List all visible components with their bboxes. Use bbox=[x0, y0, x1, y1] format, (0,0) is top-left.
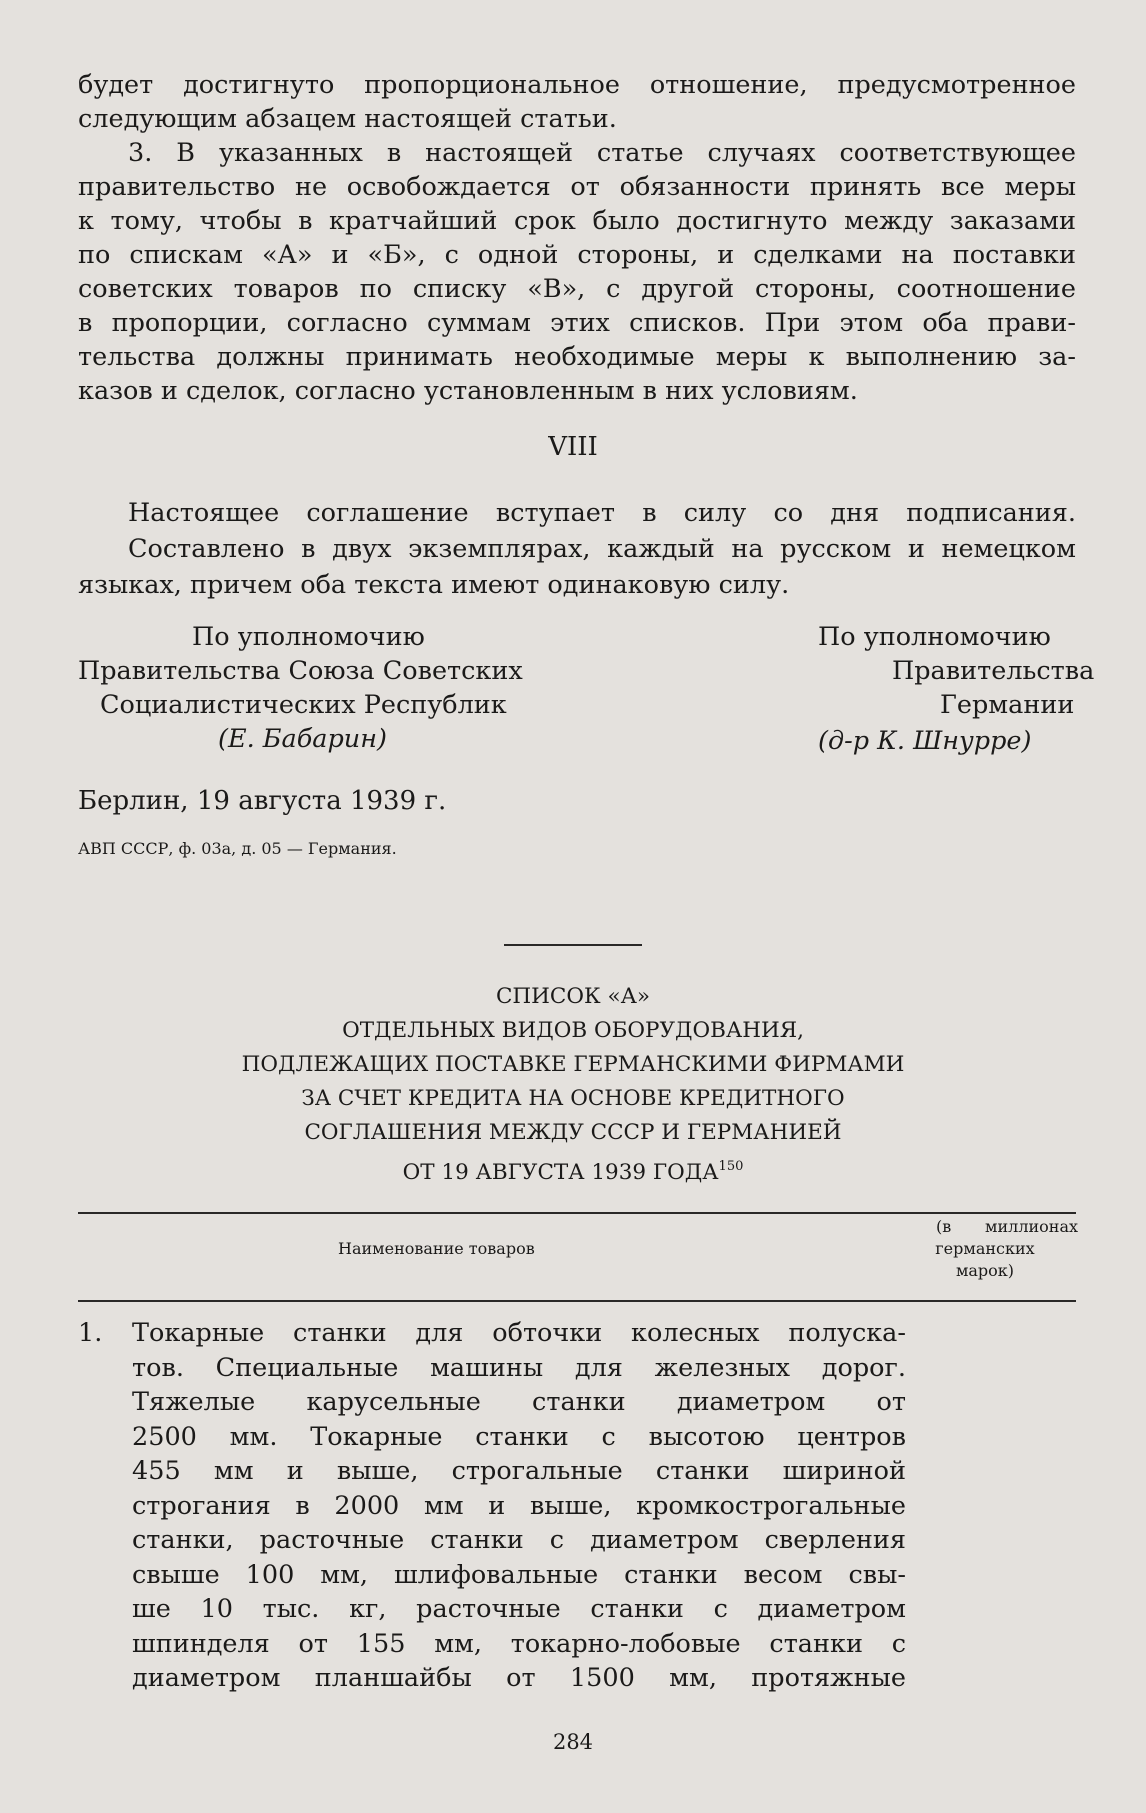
signature-left-signer: (Е. Бабарин) bbox=[218, 724, 387, 754]
col-header-amount: германских bbox=[935, 1239, 1035, 1258]
para3-line: к тому, чтобы в кратчайший срок было достигнуто между заказами bbox=[78, 206, 1076, 236]
item-number: 1. bbox=[78, 1318, 103, 1348]
para3-line: 3. В указанных в настоящей статье случаях соответствующее bbox=[128, 138, 1076, 168]
item-line: Токарные станки для обточки колесных полуска- bbox=[132, 1318, 906, 1348]
item-line: свыше 100 мм, шлифовальные станки весом свы- bbox=[132, 1559, 906, 1590]
para3-line: казов и сделок, согласно установленным в них условиям. bbox=[78, 376, 858, 406]
list-subtitle-line: ОТДЕЛЬНЫХ ВИДОВ ОБОРУДОВАНИЯ, bbox=[342, 1018, 804, 1043]
intro-line: следующим абзацем настоящей статьи. bbox=[78, 104, 617, 134]
item-line: Тяжелые карусельные станки диаметром от bbox=[132, 1387, 906, 1417]
col-header-goods: Наименование товаров bbox=[338, 1239, 535, 1258]
table-top-rule bbox=[78, 1212, 1076, 1214]
entry-line: Составлено в двух экземплярах, каждый на русском и немецком bbox=[128, 534, 1076, 564]
list-subtitle-line: ОТ 19 АВГУСТА 1939 ГОДА bbox=[402, 1160, 719, 1185]
divider bbox=[504, 944, 642, 946]
list-title: СПИСОК «А» bbox=[495, 984, 651, 1009]
place-date: Берлин, 19 августа 1939 г. bbox=[78, 786, 447, 816]
item-line: тов. Специальные машины для железных дорог. bbox=[132, 1352, 906, 1383]
footnote-ref: 150 bbox=[718, 1159, 744, 1174]
list-subtitle-line: ПОДЛЕЖАЩИХ ПОСТАВКЕ ГЕРМАНСКИМИ ФИРМАМИ bbox=[241, 1052, 905, 1077]
entry-line: Настоящее соглашение вступает в силу со дня подписания. bbox=[128, 498, 1076, 528]
archive-reference: АВП СССР, ф. 03а, д. 05 — Германия. bbox=[78, 839, 397, 858]
signature-left-line3: Социалистических Республик bbox=[100, 690, 507, 720]
page-number: 284 bbox=[552, 1730, 594, 1754]
para3-line: в пропорции, согласно суммам этих списков. При этом оба прави- bbox=[78, 308, 1076, 338]
list-subtitle-last bbox=[0, 1152, 1146, 1188]
item-line: строгания в 2000 мм и выше, кромкострогальные bbox=[132, 1490, 906, 1521]
col-header-amount: (в миллионах bbox=[936, 1217, 1078, 1236]
item-line: станки, расточные станки с диаметром сверления bbox=[132, 1525, 906, 1555]
signature-left-line2: Правительства Союза Советских bbox=[78, 656, 523, 686]
signature-right-line1: По уполномочию bbox=[818, 622, 1051, 652]
table-header-rule bbox=[78, 1300, 1076, 1302]
item-line: диаметром планшайбы от 1500 мм, протяжные bbox=[132, 1663, 906, 1693]
item-line: 2500 мм. Токарные станки с высотою центров bbox=[132, 1421, 906, 1452]
para3-line: правительство не освобождается от обязанности принять все меры bbox=[78, 172, 1076, 202]
col-header-amount: марок) bbox=[955, 1261, 1015, 1280]
section-number: VIII bbox=[548, 432, 598, 462]
list-subtitle-line: СОГЛАШЕНИЯ МЕЖДУ СССР И ГЕРМАНИЕЙ bbox=[304, 1120, 842, 1145]
signature-left-line1: По уполномочию bbox=[192, 622, 425, 652]
signature-right-line2: Правительства bbox=[892, 656, 1095, 686]
para3-line: тельства должны принимать необходимые меры к выполнению за- bbox=[78, 342, 1076, 372]
signature-right-signer: (д-р К. Шнурре) bbox=[818, 726, 1032, 756]
item-line: ше 10 тыс. кг, расточные станки с диаметром bbox=[132, 1594, 906, 1624]
para3-line: по спискам «А» и «Б», с одной стороны, и сделками на поставки bbox=[78, 240, 1076, 270]
item-line: шпинделя от 155 мм, токарно-лобовые станки с bbox=[132, 1628, 906, 1659]
entry-line: языках, причем оба текста имеют одинаковую силу. bbox=[78, 570, 790, 600]
signature-right-line3: Германии bbox=[940, 690, 1075, 720]
list-subtitle-line: ЗА СЧЕТ КРЕДИТА НА ОСНОВЕ КРЕДИТНОГО bbox=[301, 1086, 845, 1111]
para3-line: советских товаров по списку «В», с другой стороны, соотношение bbox=[78, 274, 1076, 304]
intro-line: будет достигнуто пропорциональное отношение, предусмотренное bbox=[78, 70, 1076, 100]
item-line: 455 мм и выше, строгальные станки шириной bbox=[132, 1456, 906, 1486]
